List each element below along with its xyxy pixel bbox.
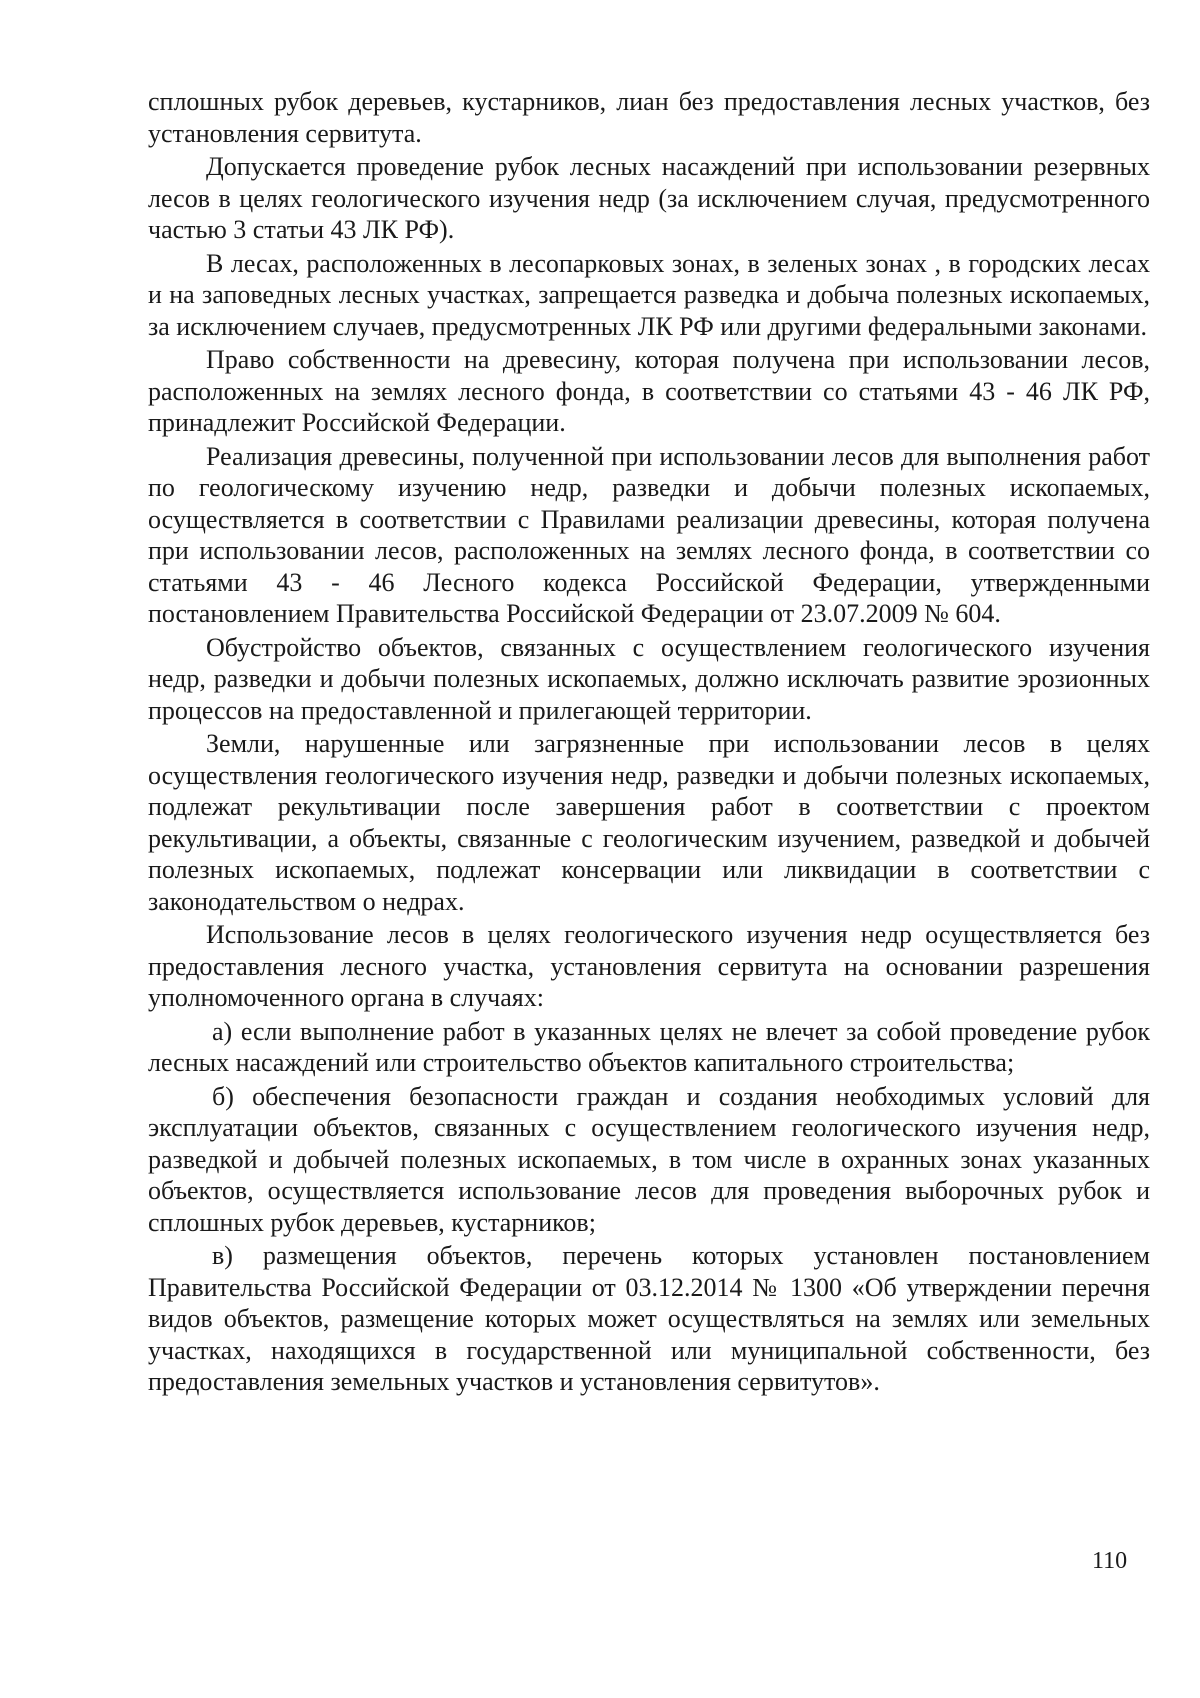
paragraph-continuation: сплошных рубок деревьев, кустарников, лиан без предоставления лесных участков, без установления сервитута. bbox=[148, 87, 1150, 148]
paragraph-facilities: Обустройство объектов, связанных с осуществлением геологического изучения недр, разведки и добычи полезных ископаемых, должно исключать развитие эрозионных процессов на предоставленной и прилегающей территории. bbox=[148, 632, 1150, 725]
paragraph-use-without-plot: Использование лесов в целях геологического изучения недр осуществляется без предоставления лесного участка, установления сервитута на основании разрешения уполномоченного органа в случаях: bbox=[148, 920, 1150, 1012]
list-item-a: а) если выполнение работ в указанных целях не влечет за собой проведение рубок лесных насаждений или строительство объектов капитального строительства; bbox=[148, 1016, 1150, 1077]
document-body bbox=[148, 86, 1150, 1398]
paragraph-reserve-forests: Допускается проведение рубок лесных насаждений при использовании резервных лесов в целях геологического изучения недр (за исключением случая, предусмотренного частью 3 статьи 43 ЛК РФ). bbox=[148, 152, 1150, 244]
page-number: 110 bbox=[1092, 1548, 1128, 1574]
paragraph-reclamation: Земли, нарушенные или загрязненные при использовании лесов в целях осуществления геологического изучения недр, разведки и добычи полезных ископаемых, подлежат рекультивации после завершения работ в соответствии с проектом рекультивации, а объекты, связанные с геологическим изучением, разведкой и добычей полезных ископаемых, подлежат консервации или ликвидации в соответствии с законодательством о недрах. bbox=[148, 729, 1150, 916]
paragraph-forest-park-zones: В лесах, расположенных в лесопарковых зонах, в зеленых зонах , в городских лесах и на заповедных лесных участках, запрещается разведка и добыча полезных ископаемых, за исключением случаев, предусмотренных ЛК РФ или другими федеральными законами. bbox=[148, 248, 1150, 341]
paragraph-wood-ownership: Право собственности на древесину, которая получена при использовании лесов, расположенных на землях лесного фонда, в соответствии со статьями 43 - 46 ЛК РФ, принадлежит Российской Федерации. bbox=[148, 345, 1150, 437]
list-item-c: в) размещения объектов, перечень которых установлен постановлением Правительства Российской Федерации от 03.12.2014 № 1300 «Об утверждении перечня видов объектов, размещение которых может осуществляться на землях или земельных участках, находящихся в государственной или муниципальной собственности, без предоставления земельных участков и установления сервитутов». bbox=[148, 1241, 1150, 1396]
list-item-b: б) обеспечения безопасности граждан и создания необходимых условий для эксплуатации объектов, связанных с осуществлением геологического изучения недр, разведкой и добычей полезных ископаемых, в том числе в охранных зонах указанных объектов, осуществляется использование лесов для проведения выборочных рубок и сплошных рубок деревьев, кустарников; bbox=[148, 1081, 1150, 1237]
paragraph-wood-sale: Реализация древесины, полученной при использовании лесов для выполнения работ по геологическому изучению недр, разведки и добычи полезных ископаемых, осуществляется в соответствии с Правилами реализации древесины, которая получена при использовании лесов, расположенных на землях лесного фонда, в соответствии со статьями 43 - 46 Лесного кодекса Российской Федерации, утвержденными постановлением Правительства Российской Федерации от 23.07.2009 № 604. bbox=[148, 441, 1150, 628]
